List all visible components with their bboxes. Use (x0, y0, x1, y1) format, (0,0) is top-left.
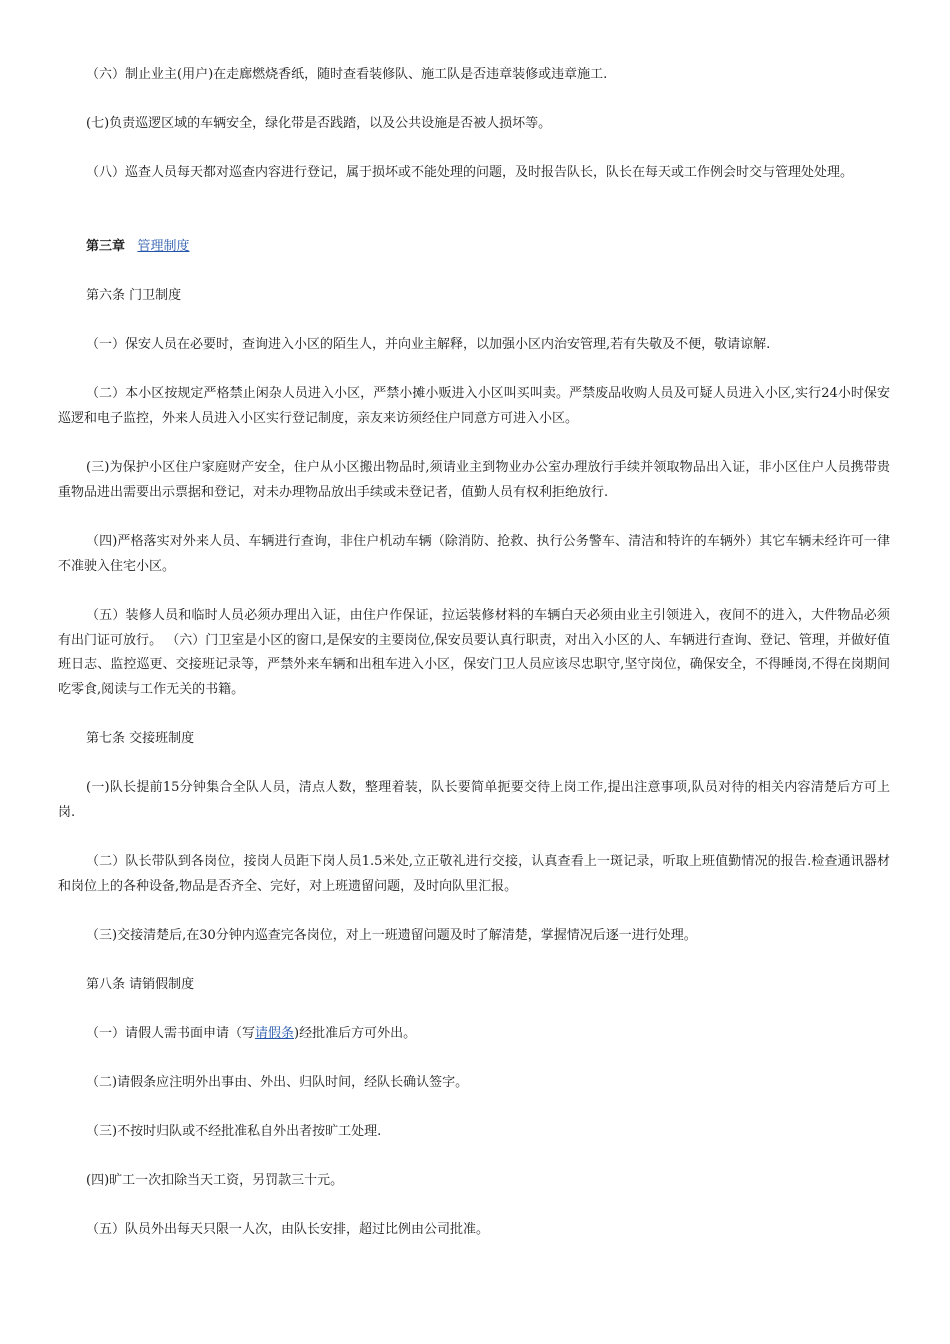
article-7-item-3: （三)交接清楚后,在30分钟内巡查完各岗位，对上一班遗留问题及时了解清楚，掌握情况后逐一进行处理。 (86, 928, 697, 943)
article-6-item-3: (三)为保护小区住户家庭财产安全，住户从小区搬出物品时,须请业主到物业办公室办理放行手续并领取物品出入证，非小区住户人员携带贵重物品进出需要出示票据和登记，对未办理物品放出手续或未登记者，值勤人员有权利拒绝放行. (58, 460, 890, 500)
article-8-item-2: （二)请假条应注明外出事由、外出、归队时间，经队长确认签字。 (86, 1075, 469, 1090)
chapter-label: 第三章 (86, 239, 126, 254)
article-8-title: 第八条 请销假制度 (86, 977, 195, 992)
article-7-item-1: (一)队长提前15分钟集合全队人员，清点人数，整理着装，队长要简单扼要交待上岗工作,提出注意事项,队员对待的相关内容清楚后方可上岗. (58, 780, 890, 820)
article-6-item-5: （五）装修人员和临时人员必须办理出入证，由住户作保证，拉运装修材料的车辆白天必须由业主引领进入，夜间不的进入，大件物品必须有出门证可放行。 （六）门卫室是小区的窗口,是保安的主要岗位,保安员要认真行职责，对出入小区的人、车辆进行查询、登记、管理，并做好值班日志、监控巡更、交接班记录等，严禁外来车辆和出租车进入小区，保安门卫人员应该尽忠职守,坚守岗位，确保安全，不得睡岗,不得在岗期间吃零食,阅读与工作无关的书籍。 (58, 608, 890, 697)
leave-note-link[interactable]: 请假条 (255, 1026, 295, 1041)
article-6-title: 第六条 门卫制度 (86, 288, 182, 303)
article-8-item-4: (四)旷工一次扣除当天工资，另罚款三十元。 (86, 1173, 344, 1188)
article-8-item-3: （三)不按时归队或不经批准私自外出者按旷工处理. (86, 1124, 382, 1139)
article-7-item-2: （二）队长带队到各岗位，接岗人员距下岗人员1.5米处,立正敬礼进行交接，认真查看上一斑记录，听取上班值勤情况的报告.检查通讯器材和岗位上的各种设备,物品是否齐全、完好，对上班遗留问题，及时向队里汇报。 (58, 854, 890, 894)
chapter-3-heading (86, 235, 189, 260)
article-8-item-1-text-after: )经批准后方可外出。 (294, 1026, 417, 1041)
article-8-item-1-text-before: （一）请假人需书面申请（写 (86, 1026, 256, 1041)
management-rules-link[interactable]: 管理制度 (137, 239, 190, 254)
article-6-item-2: （二）本小区按规定严格禁止闲杂人员进入小区，严禁小摊小贩进入小区叫买叫卖。严禁废品收购人员及可疑人员进入小区,实行24小时保安巡逻和电子监控，外来人员进入小区实行登记制度，亲友来访须经住户同意方可进入小区。 (58, 386, 890, 426)
article-8-item-1 (58, 1022, 890, 1047)
article-6-item-1: （一）保安人员在必要时，查询进入小区的陌生人，并向业主解释，以加强小区内治安管理,若有失敬及不便，敬请谅解. (86, 337, 771, 352)
paragraph-item-6: （六）制止业主(用户)在走廊燃烧香纸，随时查看装修队、施工队是否违章装修或违章施工. (86, 67, 608, 82)
article-8-item-5: （五）队员外出每天只限一人次，由队长安排，超过比例由公司批准。 (86, 1222, 490, 1237)
paragraph-item-8: （八）巡查人员每天都对巡查内容进行登记，属于损坏或不能处理的问题，及时报告队长，队长在每天或工作例会时交与管理处处理。 (86, 165, 854, 180)
article-7-title: 第七条 交接班制度 (86, 731, 195, 746)
article-6-item-4: （四)严格落实对外来人员、车辆进行查询，非住户机动车辆（除消防、抢救、执行公务警车、清洁和特许的车辆外）其它车辆未经许可一律不准驶入住宅小区。 (58, 534, 890, 574)
paragraph-item-7: (七)负责巡逻区域的车辆安全，绿化带是否践踏，以及公共设施是否被人损坏等。 (86, 116, 552, 131)
